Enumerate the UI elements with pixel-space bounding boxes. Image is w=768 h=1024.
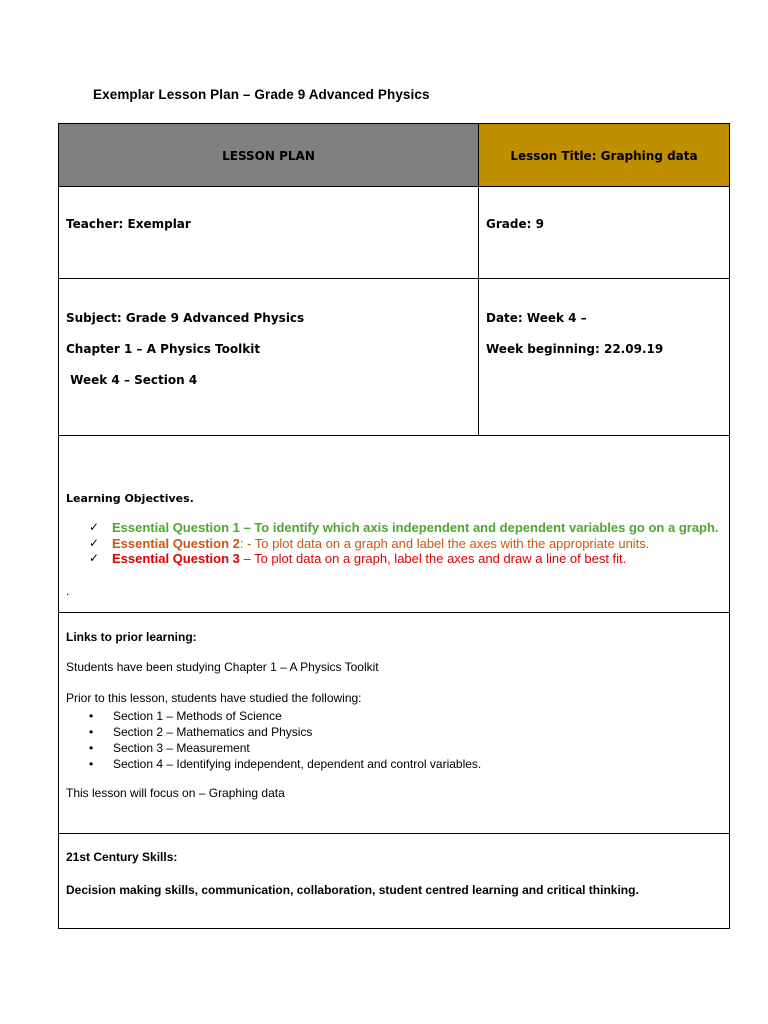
subject-line: Subject: Grade 9 Advanced Physics [66,311,305,325]
week-section-line: Week 4 – Section 4 [66,373,198,387]
objective-item [89,551,729,567]
objective-label: Essential Question 2 [112,535,240,551]
grade-text: Grade: 9 [486,217,544,231]
document-title: Exemplar Lesson Plan – Grade 9 Advanced Physics [93,87,430,102]
week-beginning-line: Week beginning: 22.09.19 [486,342,664,356]
objective-label: Essential Question 1 [112,520,240,535]
objective-text: : - To plot data on a graph and label the axes with the appropriate units. [239,535,650,551]
subject-cell [59,279,479,436]
objective-label: Essential Question 3 [112,551,240,566]
teacher-text: Teacher: Exemplar [66,217,191,231]
check-icon: ✓ [89,520,100,534]
objectives-title: Learning Objectives. [66,492,194,505]
chapter-line: Chapter 1 – A Physics Toolkit [66,342,261,356]
lesson-title-cell [479,124,730,187]
grade-cell [479,187,730,279]
objective-text: – To plot data on a graph, label the axes and draw a line of best fit. [239,551,627,566]
studying-text: Students have been studying Chapter 1 – A Physics Toolkit [66,660,379,674]
objective-text: – To identify which axis independent and dependent variables go on a graph. [239,520,719,535]
skills-cell [59,834,730,929]
header-row [59,124,730,187]
lesson-plan-table [58,123,730,929]
list-item: • Section 1 – Methods of Science [89,708,481,724]
objectives-row [59,436,730,613]
skills-text: Decision making skills, communication, collaboration, student centred learning and critical thinking. [66,883,639,897]
lesson-title: Lesson Title: Graphing data [510,149,698,163]
subject-row [59,279,730,436]
list-item: • Section 3 – Measurement [89,740,481,756]
sections-list [89,708,481,772]
trailing-mark: . [66,584,70,598]
objective-item [89,536,729,552]
check-icon: ✓ [89,551,100,565]
prior-text: Prior to this lesson, students have studied the following: [66,691,362,705]
lesson-plan-label: LESSON PLAN [222,149,315,163]
links-row [59,613,730,834]
date-line: Date: Week 4 – [486,311,587,325]
skills-heading: 21st Century Skills: [66,850,178,864]
objectives-list [89,520,729,567]
teacher-cell [59,187,479,279]
focus-text: This lesson will focus on – Graphing data [66,786,285,800]
teacher-row [59,187,730,279]
list-item: • Section 4 – Identifying independent, dependent and control variables. [89,756,481,772]
skills-row [59,834,730,929]
lesson-plan-header-cell [59,124,479,187]
objectives-cell [59,436,730,613]
check-icon: ✓ [89,535,100,550]
links-heading: Links to prior learning: [66,630,197,644]
date-cell [479,279,730,436]
links-cell [59,613,730,834]
objective-item [89,520,729,536]
list-item: • Section 2 – Mathematics and Physics [89,724,481,740]
